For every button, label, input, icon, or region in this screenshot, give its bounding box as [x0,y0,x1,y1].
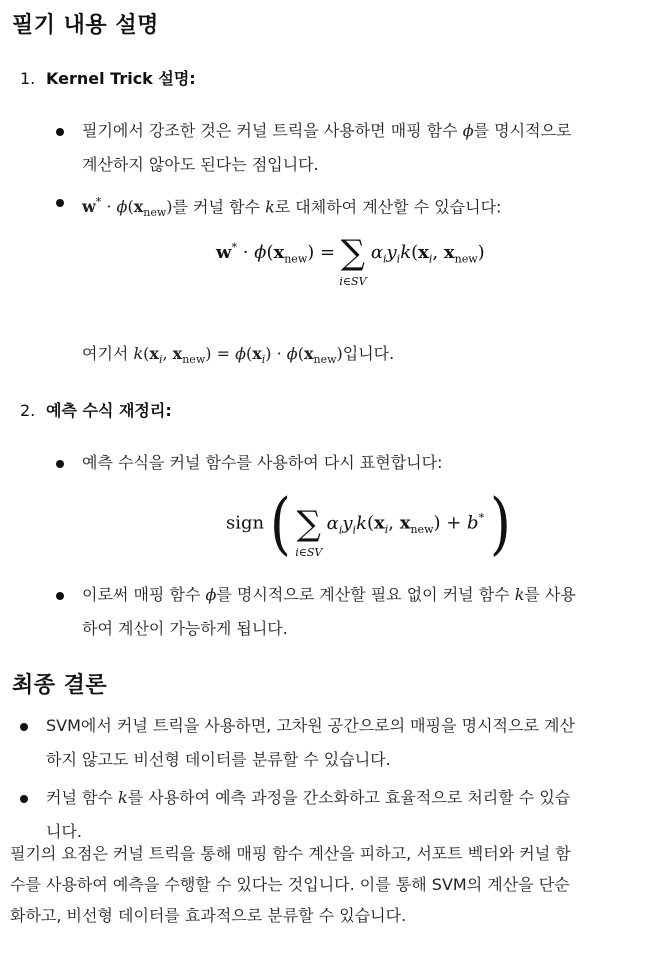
sum-symbol: ∑ i∈SV [339,233,367,288]
text-span: 커널 함수 [46,788,118,807]
text-span: 수를 사용하여 예측을 수행할 수 있다는 것입니다. 이를 통해 SVM의 계산을 단순 [10,875,570,894]
text-span: SVM에서 커널 트릭을 사용하면, 고차원 공간으로의 매핑을 명시적으로 계산 [46,716,575,735]
bullet-dot [56,128,64,136]
equation-kernel-expansion: $w^* \cdot \phi(x_{new})$ = ∑ i∈SV $\alpha_iy_ik(x_i$, $x_{new}$) [216,233,485,288]
heading-notes-explanation: 필기 내용 설명 [12,13,159,38]
text-span: 하여 계산이 가능하게 됩니다. [82,619,288,638]
text-span: 입니다. [342,344,395,363]
equation-sign-prediction: sign ( ∑ i∈SV $\alpha_iy_ik(x_i$, $x_{new}) + b^*$ ) [226,484,511,563]
left-paren: ( [269,484,291,563]
summary-paragraph [10,838,665,931]
item2-bullet2 [82,578,667,646]
list-number: 1. [20,69,36,88]
text-span: 니다. [46,822,82,841]
bullet-dot [20,723,28,731]
k-symbol: k [265,197,275,217]
list-number: 2. [20,401,36,420]
text-span: 를 명시적으로 계산할 필요 없이 커널 함수 [216,585,515,604]
k-symbol: k [118,788,128,807]
sum-subscript: i∈SV [339,275,367,288]
item-title: 예측 수식 재정리: [46,401,172,420]
text-span: 하지 않고도 비선형 데이터를 분류할 수 있습니다. [46,750,391,769]
item1-bullet2 [82,186,662,231]
text-span: 이로써 매핑 함수 [82,585,206,604]
sum-subscript: i∈SV [295,545,323,559]
list-item-1-title [20,66,196,89]
item-title: Kernel Trick 설명: [46,69,196,88]
k-symbol: k [514,585,525,604]
sign-function: sign [226,512,265,534]
item1-bullet1 [82,114,662,182]
text-span: 를 커널 함수 [172,197,266,217]
bullet-dot [20,795,28,803]
text-span: 를 사용하여 예측 과정을 간소화하고 효율적으로 처리할 수 있습 [127,788,571,807]
text-span: 필기의 요점은 커널 트릭을 통해 매핑 함수 계산을 피하고, 서포트 벡터와 커널 함 [10,844,571,863]
text-span: 필기에서 강조한 것은 커널 트릭을 사용하면 매핑 함수 [82,121,463,140]
text-span: 여기서 [82,344,134,363]
phi-symbol: ϕ [205,585,217,604]
phi-symbol: ϕ [462,121,474,140]
text-span: 를 사용 [524,585,576,604]
text-span: 계산하지 않아도 된다는 점입니다. [82,155,319,174]
conclusion-bullet1 [46,709,661,777]
bullet-dot [56,592,64,600]
list-item-2-title [20,398,172,421]
bullet-dot [56,460,64,468]
text-span: 화하고, 비선형 데이터를 효과적으로 분류할 수 있습니다. [10,906,407,925]
sum-symbol: ∑ i∈SV [295,503,323,559]
item1-where-line [82,337,662,377]
right-paren: ) [489,484,511,563]
bullet-dot [56,199,64,207]
w-phi-expression: $w^* \cdot \phi(x_{new})$ [82,196,173,220]
kernel-definition: $k(x_i$, $x_{new}) = \phi(x_i) \cdot \phi(x_{new})$ [133,344,343,367]
heading-final-conclusion: 최종 결론 [12,673,108,698]
text-span: 를 명시적으로 [473,121,572,140]
text-span: 로 대체하여 계산할 수 있습니다: [274,197,502,217]
item2-bullet1: 예측 수식을 커널 함수를 사용하여 다시 표현합니다: [82,453,443,472]
